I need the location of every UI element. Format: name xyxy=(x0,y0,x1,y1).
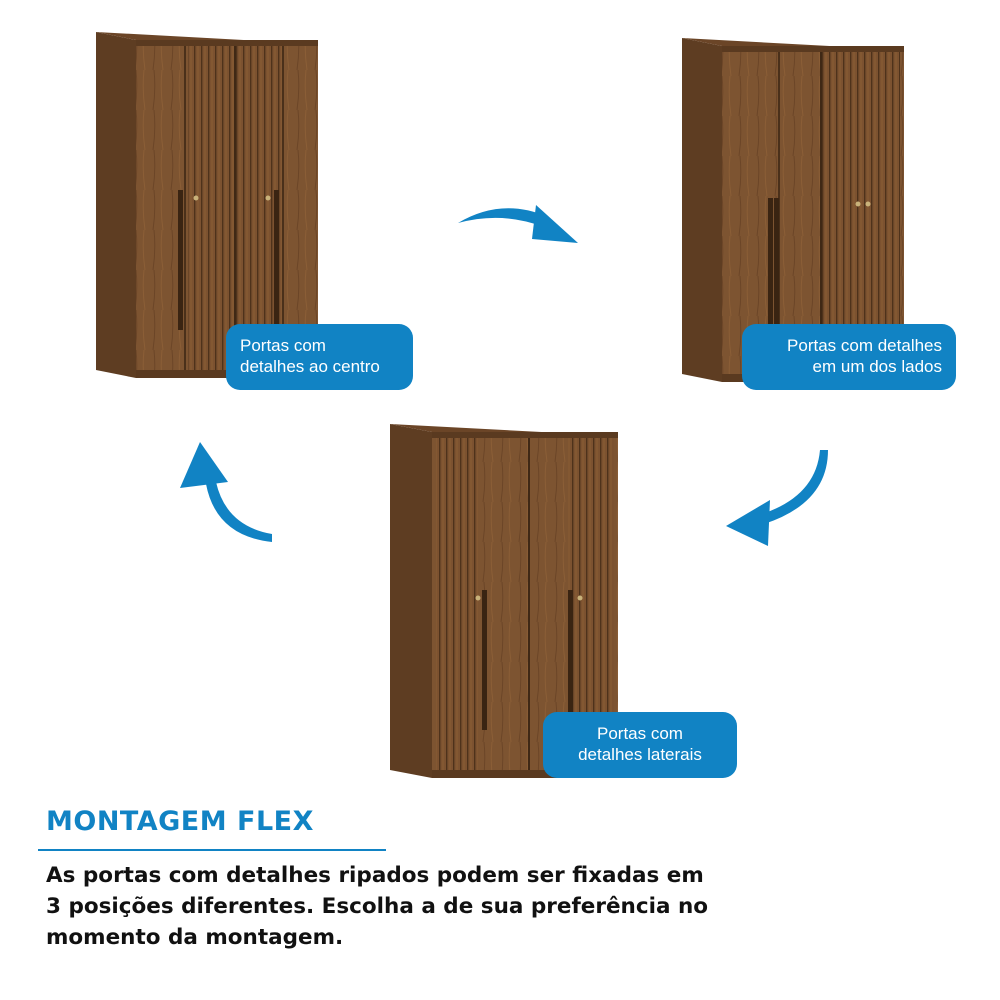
option-label-center: Portas com detalhes ao centro xyxy=(226,324,413,390)
curved-arrow-down-left-icon xyxy=(724,448,834,553)
curved-arrow-up-icon xyxy=(176,440,276,551)
curved-arrow-right-icon xyxy=(452,195,587,255)
section-description: As portas com detalhes ripados podem ser fixadas em 3 posições diferentes. Escolha a de sua preferência no momento da montagem. xyxy=(46,863,709,950)
option-label-lateral: Portas com detalhes laterais xyxy=(543,712,737,778)
option-label-one-side: Portas com detalhes em um dos lados xyxy=(742,324,956,390)
section-title: MONTAGEM FLEX xyxy=(46,806,314,837)
title-underline xyxy=(38,849,386,851)
